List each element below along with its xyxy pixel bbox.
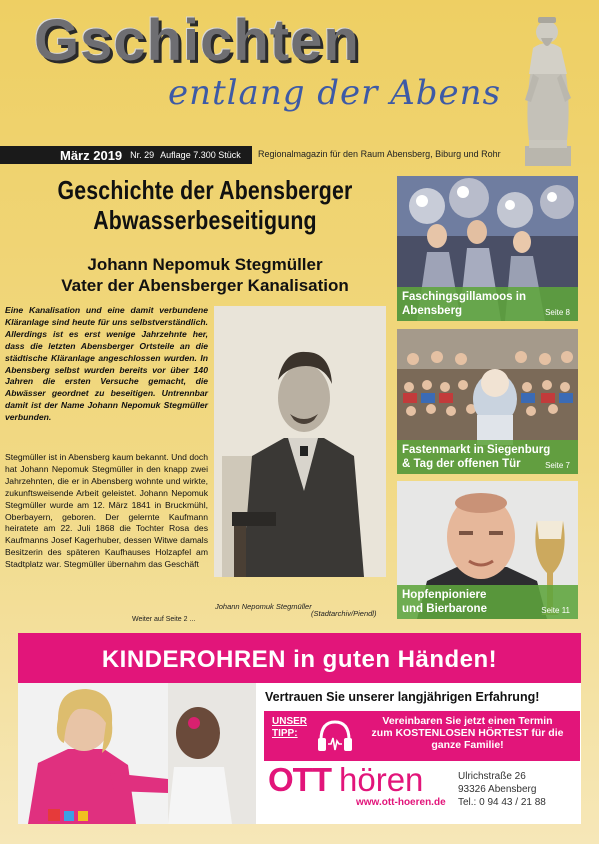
continued-link[interactable]: Weiter auf Seite 2 ... (132, 616, 196, 623)
subhead-line-1: Johann Nepomuk Stegmüller (87, 255, 323, 274)
ad-offer-line: ganze Familie! (431, 739, 504, 751)
ad-tip-label-1: UNSER (272, 716, 308, 727)
teaser-title-line: und Bierbarone (402, 603, 487, 615)
headline-line-1: Geschichte der Abensberger (57, 175, 353, 205)
teaser-title-line: Fastenmarkt in Siegenburg (402, 444, 551, 456)
article-body: Stegmüller ist in Abensberg kaum bekannt. Und doch hat Johann Nepomuk Stegmüller in den knapp zwei Jahrzehnten, die er in Abensberg wohnte und wirkte, zukunftsweisende Arbeit geleistet. Johann Nepomuk Stegmüller wurde am 12. März 1841 in Bruckmühl, Oberbayern, geboren. Der gelernte Kaufmann heiratete am 22. Juli 1868 die Tochter Rosa des Kaufmanns Josef Kagerhuber, dessen Witwe damals Besitzerin des späteren Kaufhauses Holzapfel am Stadtplatz war. Stegmüller übernahm das Geschäft (5, 452, 208, 570)
ad-headline: KINDEROHREN in guten Händen! (18, 633, 581, 683)
teaser-caption (397, 440, 578, 474)
masthead-title: Gschichten (34, 8, 360, 73)
teaser-fastenmarkt[interactable] (397, 329, 578, 474)
ad-offer-line: zum KOSTENLOSEN HÖRTEST für die (371, 727, 564, 739)
teaser-title-line: & Tag der offenen Tür (402, 458, 521, 470)
masthead-tagline: entlang der Abens (168, 73, 502, 113)
portrait-photo (214, 306, 386, 577)
ad-website-link[interactable]: www.ott-hoeren.de (356, 797, 446, 808)
headline-line-2: Abwasserbeseitigung (93, 205, 317, 235)
ad-trust-line: Vertrauen Sie unserer langjährigen Erfahrung! (265, 690, 540, 704)
hoeren-logo-text: hören (339, 761, 424, 798)
photo-caption: Johann Nepomuk Stegmüller (215, 602, 312, 611)
issue-date: März 2019 (60, 147, 123, 163)
teaser-page: Seite 11 (541, 606, 570, 615)
photo-source: (Stadtarchiv/Piendl) (311, 609, 377, 618)
teaser-faschingsgillamoos[interactable] (397, 176, 578, 321)
article-subheadline (20, 254, 390, 296)
subhead-line-2: Vater der Abensberger Kanalisation (61, 276, 349, 295)
teaser-page: Seite 8 (545, 308, 570, 317)
teaser-page: Seite 7 (545, 461, 570, 470)
teaser-title-line: Abensberg (402, 305, 463, 317)
teaser-hopfenpioniere[interactable] (397, 481, 578, 619)
ott-logo-text: OTT (268, 761, 331, 798)
statue-image (511, 8, 583, 166)
teaser-title-line: Hopfenpioniere (402, 589, 487, 601)
teaser-caption (397, 585, 578, 619)
teaser-title-line: Faschingsgillamoos in (402, 291, 526, 303)
issue-number: Nr. 29 (130, 150, 155, 160)
ad-city: 93326 Abensberg (458, 784, 537, 795)
region-line: Regionalmagazin für den Raum Abensberg, Biburg und Rohr (258, 149, 501, 159)
teaser-caption (397, 287, 578, 321)
ad-street: Ulrichstraße 26 (458, 771, 526, 782)
issue-bar (0, 146, 252, 164)
ad-offer-line: Vereinbaren Sie jetzt einen Termin (382, 715, 553, 727)
article-lead: Eine Kanalisation und eine damit verbundene Kläranlage sind heute für uns selbstverständlich. Allerdings ist es erst wenige Jahrzehnte her, dass die letzten Abensberger Ortsteile an die städtische Kläranlage angeschlossen wurden. In Abensberg selbst wurden bereits vor über 140 Jahren die ersten Versuche gemacht, die Abwässer geordnet zu beseitigen. Untrennbar damit ist der Name Johann Nepomuk Stegmüller verbunden. (5, 305, 208, 423)
headphones-icon (316, 718, 354, 754)
issue-circulation: Auflage 7.300 Stück (160, 150, 241, 160)
ad-offer-text (360, 715, 575, 751)
ad-photo-woman-child (18, 683, 256, 824)
ad-phone: Tel.: 0 94 43 / 21 88 (458, 797, 546, 808)
article-headline (53, 175, 356, 235)
ad-tip-label-2: TIPP: (272, 728, 298, 739)
